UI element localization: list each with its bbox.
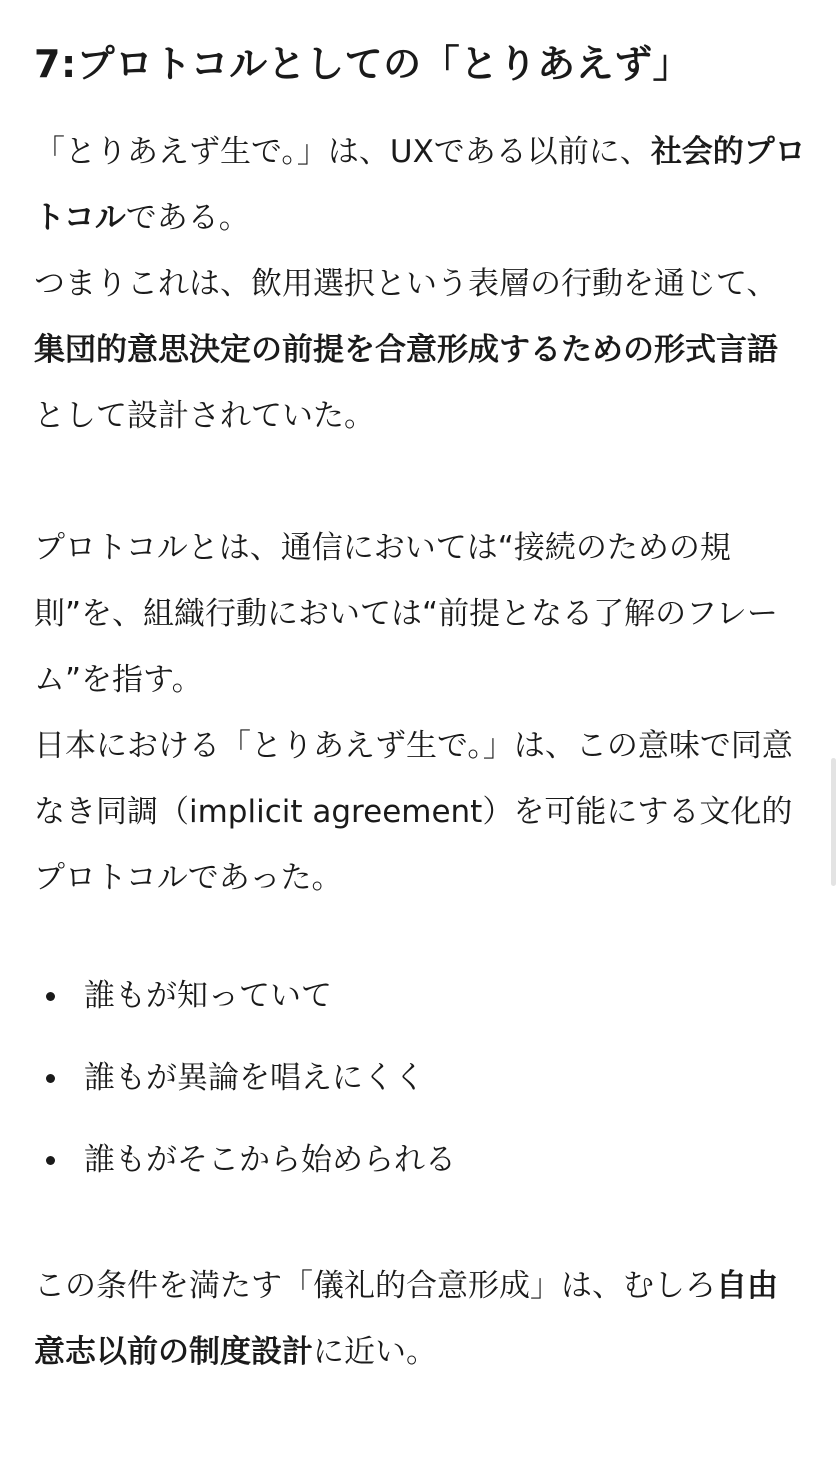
list-item: 誰もが異論を唱えにくく <box>34 1037 806 1119</box>
text-span: つまりこれは、飲用選択という表層の行動を通じて、 <box>34 266 778 303</box>
paragraph-spacer <box>34 449 806 515</box>
text-span: である。 <box>125 200 250 237</box>
text-span: プロトコルとは、通信においては“接続のための規則”を、組織行動においては“前提となる了解のフレーム”を指す。 <box>34 530 778 699</box>
bold-text: 社会的プロトコル <box>34 134 806 237</box>
scrollbar[interactable] <box>831 758 836 886</box>
article-body <box>34 40 806 1385</box>
paragraph-protocol-definition <box>34 515 806 911</box>
text-span: 「とりあえず生で。」は、UXである以前に、 <box>34 134 651 171</box>
section-heading: 7:プロトコルとしての「とりあえず」 <box>34 42 692 86</box>
list-item: 誰もが知っていて <box>34 955 806 1037</box>
text-span: として設計されていた。 <box>34 398 375 435</box>
paragraph-conclusion <box>34 1253 806 1385</box>
list-item: 誰もがそこから始められる <box>34 1119 806 1201</box>
bullet-list <box>34 955 806 1201</box>
bold-text: 自由意志以前の制度設計 <box>34 1268 778 1371</box>
text-span: 日本における「とりあえず生で。」は、この意味で同意なき同調（implicit agreement）を可能にする文化的プロトコルであった。 <box>34 728 793 897</box>
text-span: に近い。 <box>313 1334 437 1371</box>
bold-text: 集団的意思決定の前提を合意形成するための形式言語 <box>34 332 778 369</box>
paragraph-ux-protocol <box>34 119 806 449</box>
text-span: この条件を満たす「儀礼的合意形成」は、むしろ <box>34 1268 716 1305</box>
